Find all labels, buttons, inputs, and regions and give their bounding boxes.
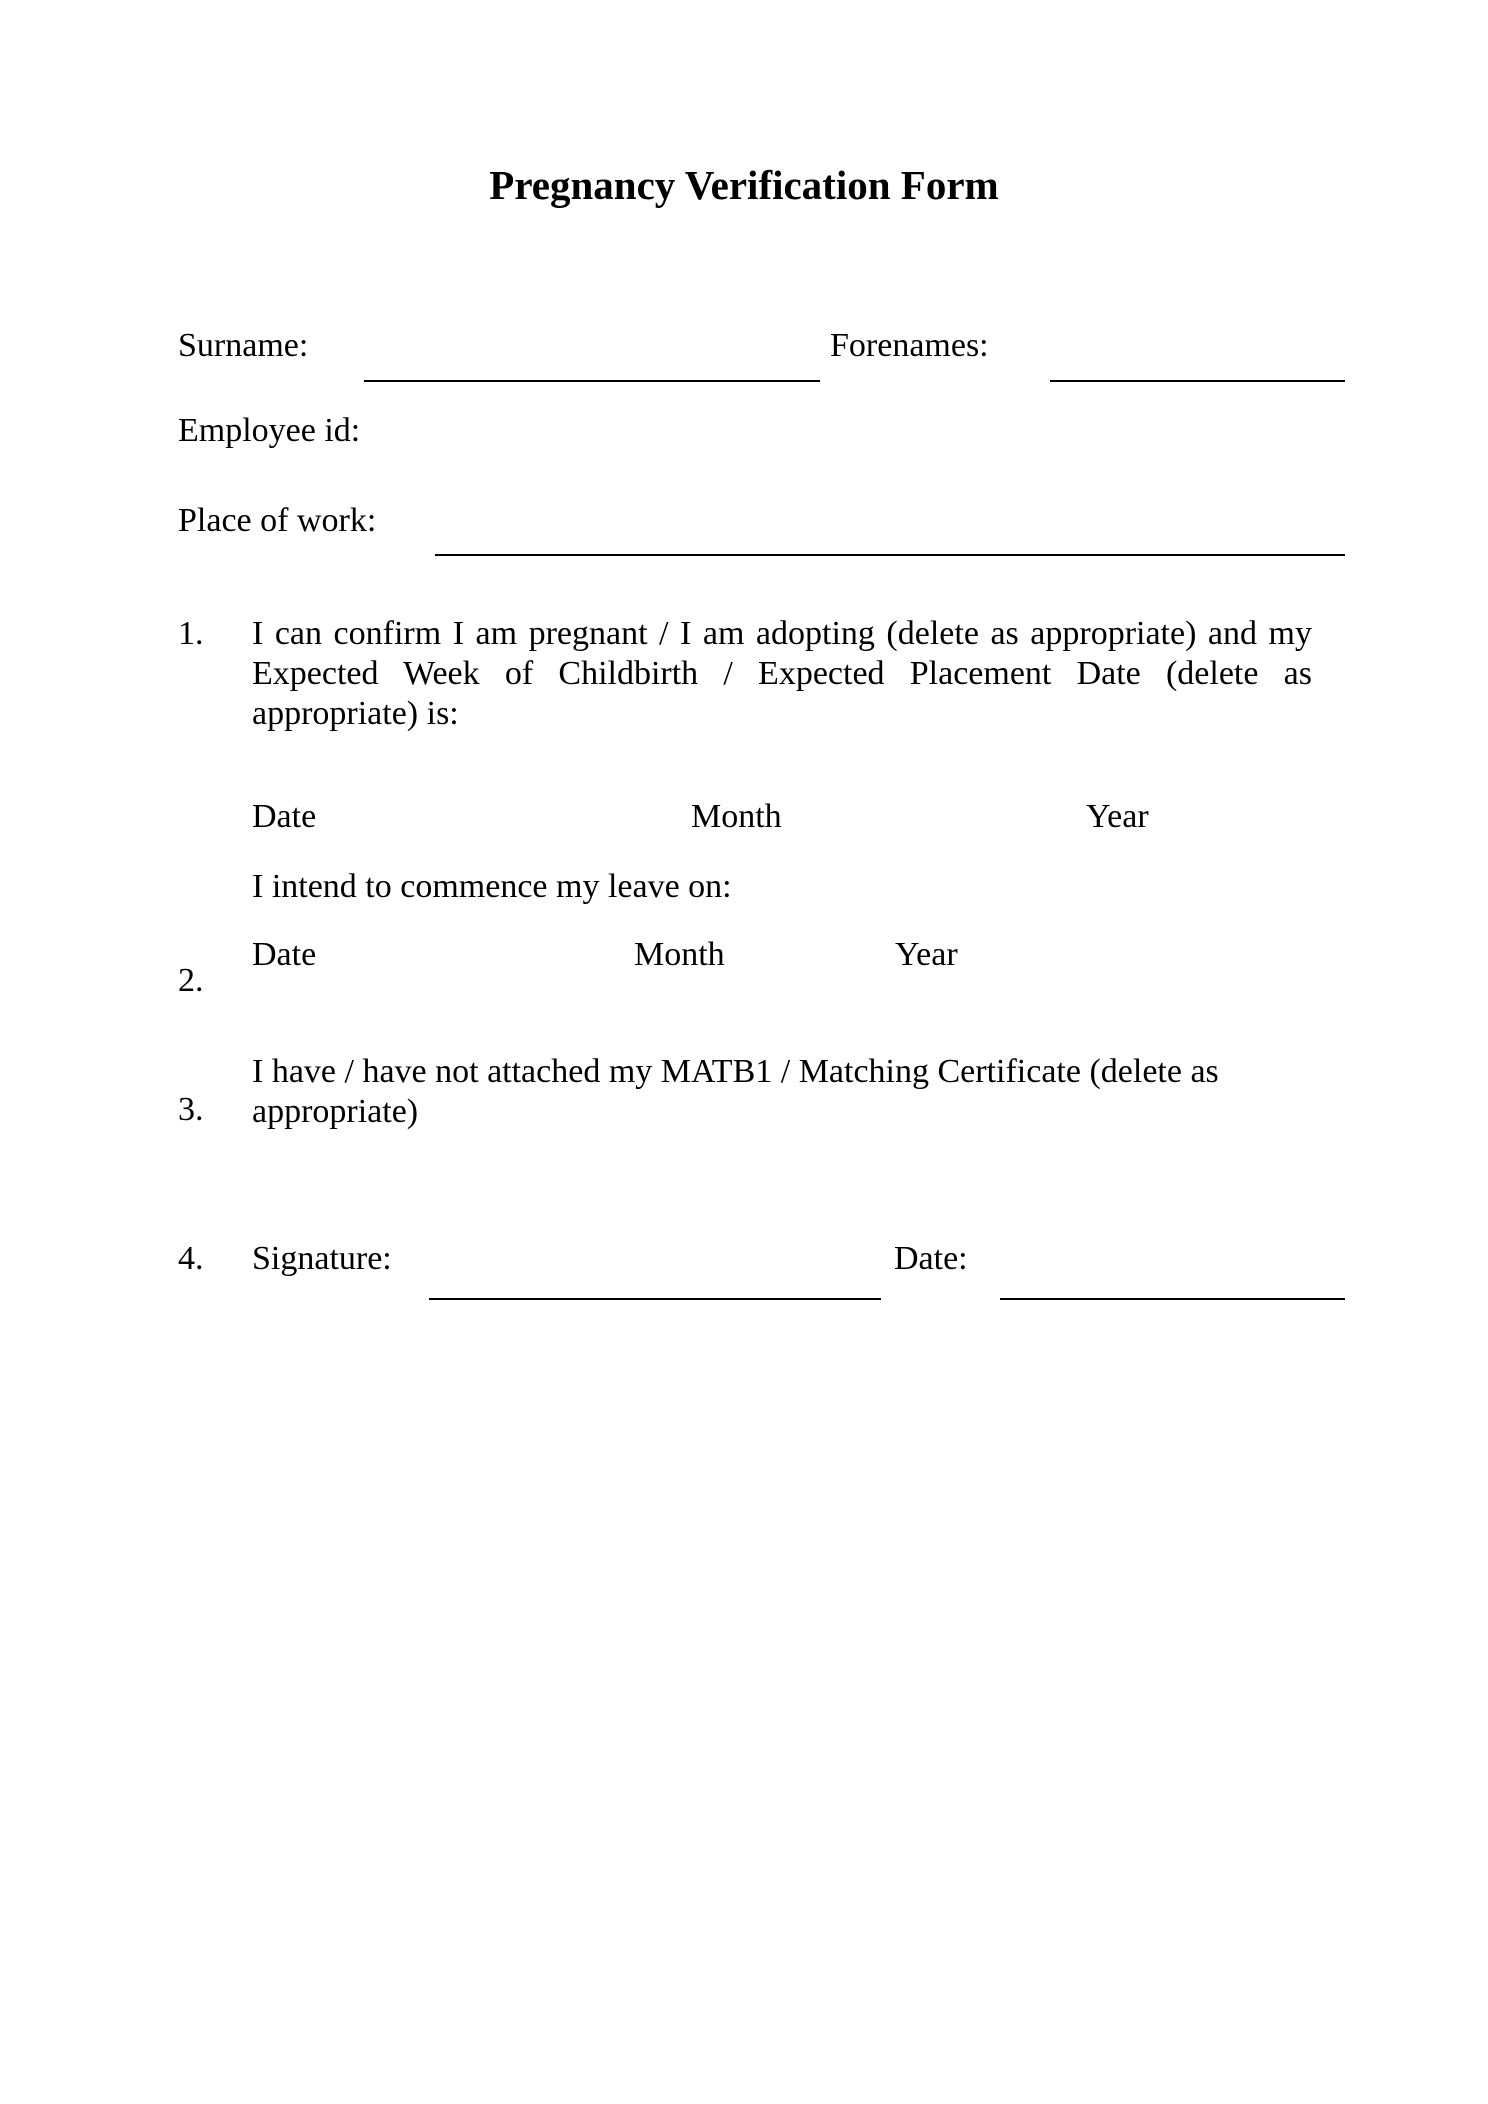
- item-1-date-month-year-row: [252, 797, 1302, 841]
- item-1-number: 1.: [178, 615, 204, 652]
- name-fields-row: [178, 326, 1348, 390]
- item-3-text: I have / have not attached my MATB1 / Matching Certificate (delete as appropriate): [252, 1053, 1219, 1130]
- item-4-number: 4.: [178, 1240, 204, 1277]
- surname-label: Surname:: [178, 327, 309, 364]
- item-4: [178, 1239, 1348, 1319]
- item-1-month-label: Month: [691, 798, 782, 835]
- employee-id-label: Employee id:: [178, 412, 361, 449]
- item-2-date-label: Date: [252, 936, 317, 973]
- item-2: [178, 935, 1228, 1025]
- item-4-date-label: Date:: [894, 1240, 968, 1277]
- item-1: [178, 614, 1336, 744]
- item-2-month-label: Month: [634, 936, 725, 973]
- item-3-number: 3.: [178, 1091, 204, 1128]
- item-1-text: I can confirm I am pregnant / I am adopting (delete as appropriate) and my Expected Week of Childbirth / Expected Placement Date (delete as appropriate) is:: [252, 615, 1312, 732]
- signature-fill-line: [429, 1298, 881, 1300]
- employee-id-row: [178, 411, 1348, 455]
- place-of-work-label: Place of work:: [178, 502, 377, 539]
- form-title: Pregnancy Verification Form: [489, 162, 999, 208]
- item-2-number: 2.: [178, 962, 204, 999]
- item-3: [178, 1052, 1336, 1152]
- item-4-date-fill-line: [1000, 1298, 1345, 1300]
- surname-fill-line: [364, 380, 820, 382]
- forenames-fill-line: [1050, 380, 1345, 382]
- intend-leave-text: I intend to commence my leave on:: [252, 868, 732, 905]
- place-of-work-row: [178, 501, 1348, 565]
- signature-label: Signature:: [252, 1240, 392, 1277]
- item-1-date-label: Date: [252, 798, 317, 835]
- place-of-work-fill-line: [435, 554, 1345, 556]
- intend-leave-text-row: [252, 867, 1302, 911]
- item-1-year-label: Year: [1086, 798, 1149, 835]
- item-2-year-label: Year: [895, 936, 958, 973]
- forenames-label: Forenames:: [830, 327, 989, 364]
